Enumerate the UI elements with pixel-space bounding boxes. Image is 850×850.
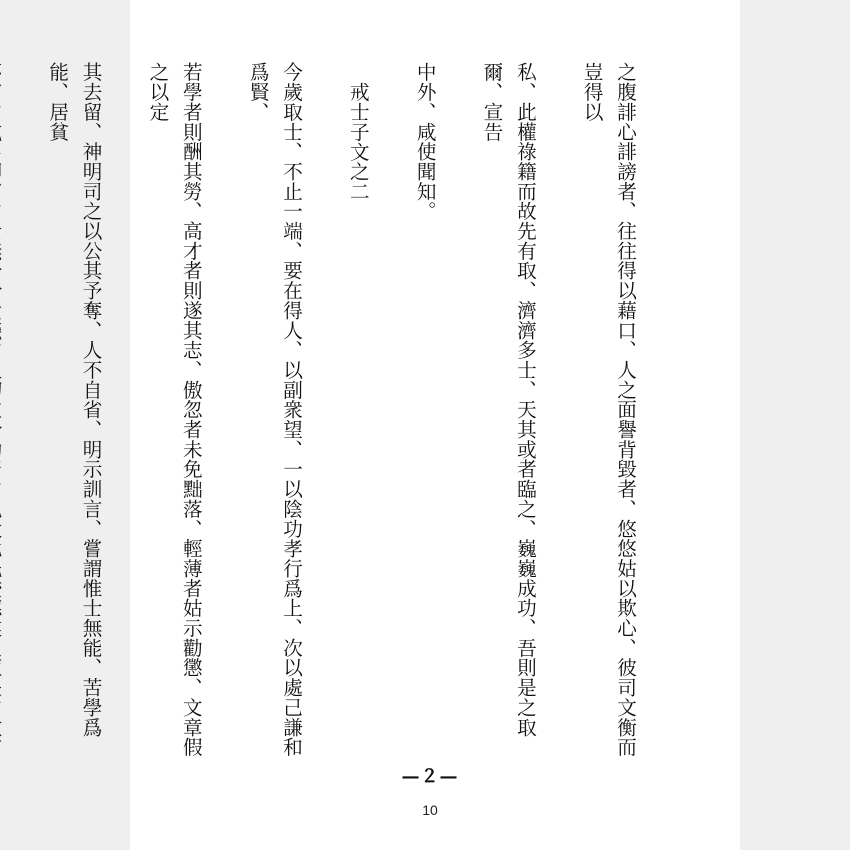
page-number: —２— xyxy=(401,766,459,787)
scan-page-number: 10 xyxy=(422,802,438,818)
vertical-text-body xyxy=(45,62,675,762)
text-column: 若學者則酬其勞、高才者則遂其志、傲忽者未免黜落、輕薄者姑示勸懲、文章假之以定 xyxy=(145,62,203,757)
text-column: 之腹誹心誹謗者、往往得以藉口、人之面譽背毀者、悠悠姑以欺心、彼司文衡而豈得以 xyxy=(580,62,637,757)
text-column: 中外、咸使聞知。 xyxy=(413,62,437,221)
text-column: 今歲取士、不止一端、要在得人、以副衆望、一以陰功孝行爲上、次以處己謙和爲賢、 xyxy=(246,62,303,757)
text-column xyxy=(0,62,7,762)
text-column: 其去留、神明司之以公其予奪、人不自省、明示訓言、嘗謂惟士無能、苦學爲能、居貧 xyxy=(45,62,103,737)
section-heading: 戒士子文之二 xyxy=(346,82,370,202)
text-column: 私、此權祿籍而故先有取、濟濟多士、天其或者臨之、巍巍成功、吾則是之取爾、宣告 xyxy=(479,62,537,737)
